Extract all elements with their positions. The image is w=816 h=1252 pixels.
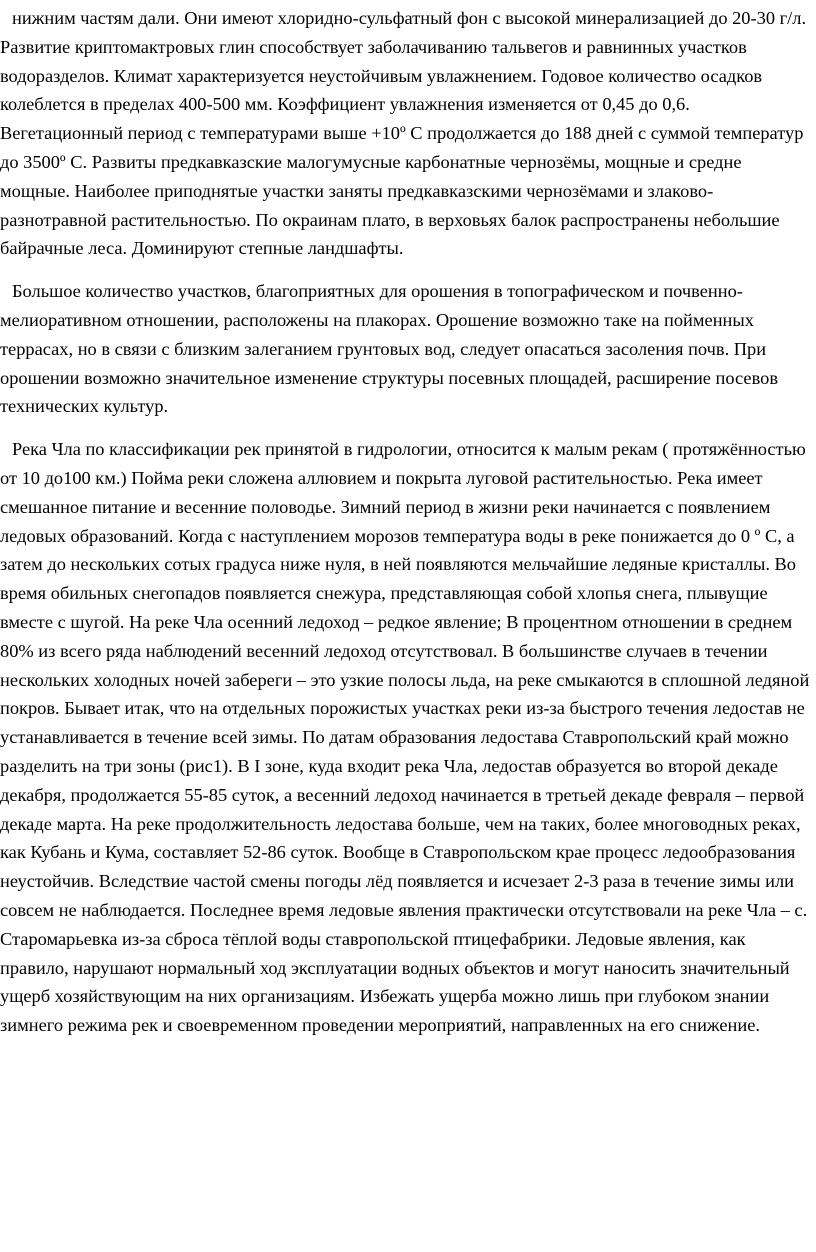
paragraph-river-chla: Река Чла по классификации рек принятой в гидрологии, относится к малым рекам ( протяжённостью от 10 до100 км.) Пойма реки сложена аллювием и покрыта луговой растительностью. Река имеет смешанное питание и весенние половодье. Зимний период в жизни реки начинается с появлением ледовых образований. Когда с наступлением морозов температура воды в реке понижается до 0 º С, а затем до нескольких сотых градуса ниже нуля, в ней появляются мельчайшие ледяные кристаллы. Во время обильных снегопадов появляется снежура, представляющая собой хлопья снега, плывущие вместе с шугой. На реке Чла осенний ледоход – редкое явление; В процентном отношении в среднем 80% из всего ряда наблюдений весенний ледоход отсутствовал. В большинстве случаев в течении нескольких холодных ночей забереги – это узкие полосы льда, на реке смыкаются в сплошной ледяной покров. Бывает итак, что на отдельных порожистых участках реки из-за быстрого течения ледостав не устанавливается в течение всей зимы. По датам образования ледостава Ставропольский край можно разделить на три зоны (рис1). В I зоне, куда входит река Чла, ледостав образуется во второй декаде декабря, продолжается 55-85 суток, а весенний ледоход начинается в третьей декаде февраля – первой декаде марта. На реке продолжительность ледостава больше, чем на таких, более многоводных реках, как Кубань и Кума, составляет 52-86 суток. Вообще в Ставропольском крае процесс ледообразования неустойчив. Вследствие частой смены погоды лёд появляется и исчезает 2-3 раза в течение зимы или совсем не наблюдается. Последнее время ледовые явления практически отсутствовали на реке Чла – с. Старомарьевка из-за сброса тёплой воды ставропольской птицефабрики. Ледовые явления, как правило, нарушают нормальный ход эксплуатации водных объектов и могут наносить значительный ущерб хозяйствующим на них организациям. Избежать ущерба можно лишь при глубоком знании зимнего режима рек и своевременном проведении мероприятий, направленных на его снижение. bbox=[0, 439, 810, 1036]
paragraph-irrigation: Большое количество участков, благоприятных для орошения в топографическом и почвенно-мелиоративном отношении, расположены на плакорах. Орошение возможно таке на пойменных террасах, но в связи с близким залеганием грунтовых вод, следует опасаться засоления почв. При орошении возможно значительное изменение структуры посевных площадей, расширение посевов технических культур. bbox=[0, 281, 779, 417]
paragraph-climate: нижним частям дали. Они имеют хлоридно-сульфатный фон с высокой минерализацией до 20-30 г/л. Развитие криптомактровых глин способствует заболачиванию тальвегов и равнинных участков водоразделов. Климат характеризуется неустойчивым увлажнением. Годовое количество осадков колеблется в пределах 400-500 мм. Коэффициент увлажнения изменяется от 0,45 до 0,6. Вегетационный период с температурами выше +10º С продолжается до 188 дней с суммой температур до 3500º С. Развиты предкавказские малогумусные карбонатные чернозёмы, мощные и средне мощные. Наиболее приподнятые участки заняты предкавказскими чернозёмами и злаково-разнотравной растительностью. По окраинам плато, в верховьях балок распространены небольшие байрачные леса. Доминируют степные ландшафты. bbox=[0, 8, 807, 259]
